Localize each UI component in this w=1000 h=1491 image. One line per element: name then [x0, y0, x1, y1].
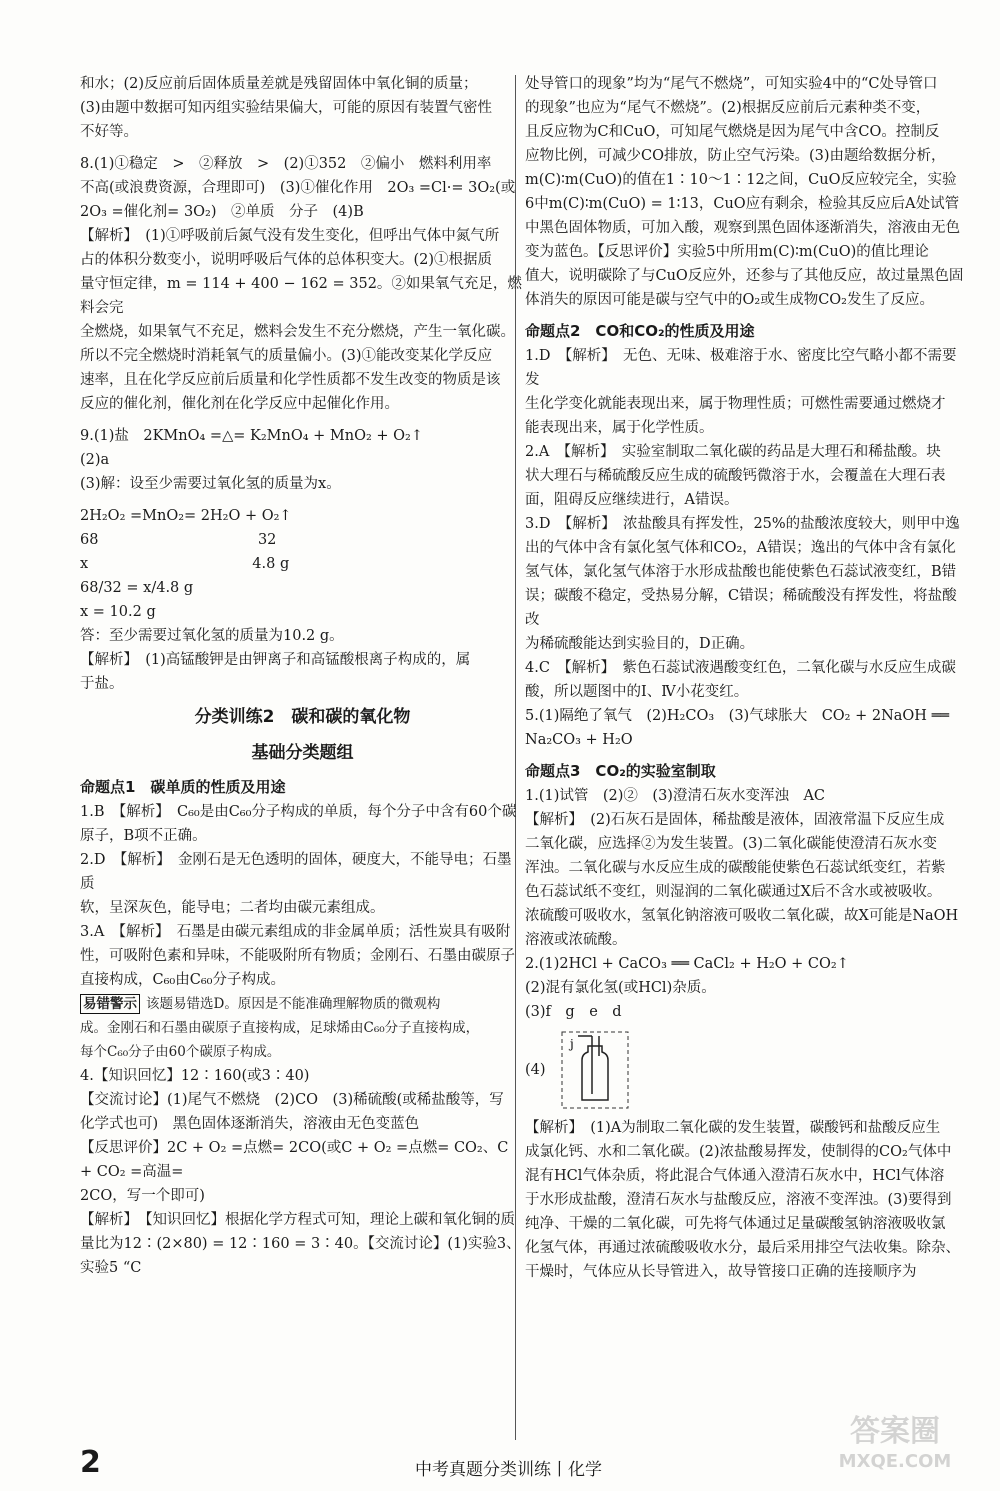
text-line: 2H₂O₂ =MnO₂= 2H₂O + O₂↑ [80, 508, 292, 524]
text-line: 成氯化钙、水和二氧化碳。(2)浓盐酸易挥发，使制得的CO₂气体中 [525, 1144, 952, 1160]
text-line: 二氧化碳，应选择②为发生装置。(3)二氧化碳能使澄清石灰水变 [525, 836, 938, 852]
text-line: 所以不完全燃烧时消耗氧气的质量偏小。(3)①能改变某化学反应 [80, 348, 493, 364]
topic-heading: 命题点2 CO和CO₂的性质及用途 [525, 322, 755, 340]
section-title: 基础分类题组 [251, 743, 354, 763]
text-line: 浓硫酸可吸收水，氢氧化钠溶液可吸收二氧化碳，故X可能是NaOH [525, 908, 959, 924]
tube-letter-label: j [569, 1037, 574, 1051]
text-line: 【解析】 (2)石灰石是固体，稀盐酸是液体，固液常温下反应生成 [525, 812, 945, 828]
text-line: 量守恒定律，m = 114 + 400 − 162 = 352。②如果氧气充足，燃料会完 [80, 276, 522, 316]
bottle-shape [582, 1046, 608, 1100]
text-line: 于水形成盐酸，澄清石灰水与盐酸反应，溶液不变浑浊。(3)要得到 [525, 1192, 952, 1208]
text-line: 色石蕊试纸不变红，则湿润的二氧化碳通过X后不含水或被吸收。 [525, 884, 942, 900]
text-line: 体消失的原因可能是碳与空气中的O₂或生成物CO₂发生了反应。 [525, 292, 934, 308]
text-line: 于盐。 [80, 676, 124, 692]
text-line: m(C)∶m(CuO)的值在1∶10～1∶12之间，CuO反应较完全，实验 [525, 172, 957, 188]
text-line: 【解析】 (1)①呼吸前后氮气没有发生变化，但呼出气体中氮气所 [80, 228, 500, 244]
text-line: 2.(1)2HCl + CaCO₃ ══ CaCl₂ + H₂O + CO₂↑ [525, 956, 849, 972]
error-warning-text: 该题易错选D。原因是不能准确理解物质的微观构 [146, 996, 441, 1012]
text-line: 软，呈深灰色，能导电；二者均由碳元素组成。 [80, 900, 385, 916]
watermark-text: 答案圈 [850, 1414, 940, 1449]
text-line: 2O₃ =催化剂= 3O₂) ②单质 分子 (4)B [80, 204, 364, 220]
text-line: 不好等。 [80, 124, 138, 140]
text-line: (3)解：设至少需要过氧化氢的质量为x。 [80, 476, 341, 492]
text-line: 6中m(C)∶m(CuO) = 1∶13，CuO应有剩余，检验其反应后A处试管 [525, 196, 960, 212]
text-line: 1.(1)试管 (2)② (3)澄清石灰水变浑浊 AC [525, 788, 826, 804]
text-line: (2)混有氯化氢(或HCl)杂质。 [525, 980, 716, 996]
text-line: 【反思评价】2C + O₂ =点燃= 2CO(或C + O₂ =点燃= CO₂、C + CO₂ =高温= [80, 1140, 513, 1180]
text-line: 纯净、干燥的二氧化碳，可先将气体通过足量碳酸氢钠溶液吸收氯 [525, 1216, 946, 1232]
text-line: 值大，说明碳除了与CuO反应外，还参与了其他反应，故过量黑色固 [525, 268, 964, 284]
text-line: 为稀硫酸能达到实验目的，D正确。 [525, 636, 755, 652]
text-line: 4.C 【解析】 紫色石蕊试液遇酸变红色，二氧化碳与水反应生成碳 [525, 660, 956, 676]
text-line: 全燃烧，如果氧气不充足，燃料会发生不充分燃烧，产生一氧化碳。 [80, 324, 515, 340]
text-line: 2.D 【解析】 金刚石是无色透明的固体，硬度大，不能导电；石墨质 [80, 852, 512, 892]
text-line: x = 10.2 g [80, 604, 156, 620]
text-line: 5.(1)隔绝了氧气 (2)H₂CO₃ (3)气球胀大 CO₂ + 2NaOH ══ [525, 708, 950, 724]
text-line: 氢气体，氯化氢气体溶于水形成盐酸也能使紫色石蕊试液变红，B错 [525, 564, 957, 580]
text-line: 2.A 【解析】 实验室制取二氧化碳的药品是大理石和稀盐酸。块 [525, 444, 941, 460]
text-line: 且反应物为C和CuO，可知尾气燃烧是因为尾气中含CO。控制反 [525, 124, 940, 140]
text-line: 不高(或浪费资源，合理即可) (3)①催化作用 2O₃ =Cl·= 3O₂(或 [80, 180, 516, 196]
text-line: 占的体积分数变小，说明呼吸后气体的总体积变大。(2)①根据质 [80, 252, 493, 268]
text-line: 直接构成，C₆₀由C₆₀分子构成。 [80, 972, 285, 988]
text-line: 溶液或浓硫酸。 [525, 932, 627, 948]
text-line: 变为蓝色。【反思评价】实验5中所用m(C)∶m(CuO)的值比理论 [525, 244, 929, 260]
topic-heading: 命题点1 碳单质的性质及用途 [80, 778, 286, 796]
text-line: 干燥时，气体应从长导管进入，故导管接口正确的连接顺序为 [525, 1264, 917, 1280]
text-line: (2)a [80, 452, 110, 468]
text-line: 8.(1)①稳定 > ②释放 > (2)①352 ②偏小 燃料利用率 [80, 156, 492, 172]
text-line: x 4.8 g [80, 556, 290, 572]
text-line: 速率，且在化学反应前后质量和化学性质都不发生改变的物质是该 [80, 372, 501, 388]
left-column [80, 72, 525, 1280]
page-number: 2 [80, 1445, 101, 1480]
text-line: 和水；(2)反应前后固体质量差就是残留固体中氧化铜的质量； [80, 76, 478, 92]
text-line: 68/32 = x/4.8 g [80, 580, 194, 596]
error-warning-text: 每个C₆₀分子由60个碳原子构成。 [80, 1044, 281, 1060]
text-line: 状大理石与稀硫酸反应生成的硫酸钙微溶于水，会覆盖在大理石表 [525, 468, 946, 484]
text-line: 量比为12∶(2×80) = 12∶160 = 3∶40。【交流讨论】(1)实验3、实验5 “C [80, 1236, 521, 1276]
topic-heading: 命题点3 CO₂的实验室制取 [525, 762, 716, 780]
text-line: 1.D 【解析】 无色、无味、极难溶于水、密度比空气略小都不需要发 [525, 348, 957, 388]
text-line: 3.D 【解析】 浓盐酸具有挥发性，25%的盐酸浓度较大，则甲中逸 [525, 516, 960, 532]
text-line: 误；碳酸不稳定，受热易分解，C错误；稀硫酸没有挥发性，将盐酸改 [525, 588, 957, 628]
section-title: 分类训练2 碳和碳的氧化物 [194, 707, 411, 727]
text-line: 化氢气体，再通过浓硫酸吸收水分，最后采用排空气法收集。除杂、 [525, 1240, 960, 1256]
text-line: 【交流讨论】(1)尾气不燃烧 (2)CO (3)稀硫酸(或稀盐酸等，写 [80, 1092, 504, 1108]
text-line: 68 32 [80, 532, 277, 548]
error-warning-label: 易错警示 [80, 994, 140, 1014]
error-warning-note [80, 992, 525, 1016]
text-line: 酸，所以题图中的Ⅰ、Ⅳ小花变红。 [525, 684, 749, 700]
apparatus-answer [525, 1030, 970, 1110]
text-line: 处导管口的现象”均为“尾气不燃烧”，可知实验4中的“C处导管口 [525, 76, 938, 92]
text-line: 的现象”也应为“尾气不燃烧”。(2)根据反应前后元素种类不变， [525, 100, 931, 116]
text-line: Na₂CO₃ + H₂O [525, 732, 633, 748]
text-line: 3.A 【解析】 石墨是由碳元素组成的非金属单质；活性炭具有吸附 [80, 924, 511, 940]
text-line: 2CO，写一个即可) [80, 1188, 205, 1204]
text-line: 化学式也可) 黑色固体逐渐消失，溶液由无色变蓝色 [80, 1116, 420, 1132]
text-line: (3)由题中数据可知丙组实验结果偏大，可能的原因有装置气密性 [80, 100, 493, 116]
text-line: (3)f g e d [525, 1004, 622, 1020]
error-warning-text: 成。金刚石和石墨由碳原子直接构成，足球烯由C₆₀分子直接构成， [80, 1020, 480, 1036]
right-column [525, 72, 970, 1284]
apparatus-label: (4) [525, 1062, 546, 1078]
text-line: 反应的催化剂，催化剂在化学反应中起催化作用。 [80, 396, 399, 412]
text-line: 浑浊。二氧化碳与水反应生成的碳酸能使紫色石蕊试纸变红，若紫 [525, 860, 946, 876]
text-line: 【解析】 (1)高锰酸钾是由钾离子和高锰酸根离子构成的，属 [80, 652, 471, 668]
text-line: 9.(1)盐 2KMnO₄ =△= K₂MnO₄ + MnO₂ + O₂↑ [80, 428, 423, 444]
text-line: 生化学变化就能表现出来，属于物理性质；可燃性需要通过燃烧才 [525, 396, 946, 412]
text-line: 应物比例，可减少CO排放，防止空气污染。(3)由题给数据分析， [525, 148, 946, 164]
text-line: 1.B 【解析】 C₆₀是由C₆₀分子构成的单质，每个分子中含有60个碳 [80, 804, 517, 820]
text-line: 面，阻碍反应继续进行，A错误。 [525, 492, 739, 508]
text-line: 混有HCl气体杂质，将此混合气体通入澄清石灰水中，HCl气体溶 [525, 1168, 945, 1184]
text-line: 【解析】 (1)A为制取二氧化碳的发生装置，碳酸钙和盐酸反应生 [525, 1120, 941, 1136]
gas-collection-bottle-diagram [560, 1030, 630, 1110]
text-line: 【解析】 【知识回忆】根据化学方程式可知，理论上碳和氧化铜的质 [80, 1212, 515, 1228]
text-line: 原子，B项不正确。 [80, 828, 207, 844]
text-line: 能表现出来，属于化学性质。 [525, 420, 714, 436]
text-line: 出的气体中含有氯化氢气体和CO₂，A错误；逸出的气体中含有氯化 [525, 540, 956, 556]
text-line: 4.【知识回忆】12∶160(或3∶40) [80, 1068, 310, 1084]
footer-title: 中考真题分类训练丨化学 [415, 1460, 602, 1480]
text-line: 性，可吸附色素和异味，不能吸附所有物质；金刚石、石墨由碳原子 [80, 948, 515, 964]
text-line: 答：至少需要过氧化氢的质量为10.2 g。 [80, 628, 344, 644]
watermark-logo [820, 1405, 970, 1475]
watermark-url: MXQE.COM [838, 1451, 952, 1472]
text-line: 中黑色固体物质，可加入酸，观察到黑色固体逐渐消失，溶液由无色 [525, 220, 960, 236]
